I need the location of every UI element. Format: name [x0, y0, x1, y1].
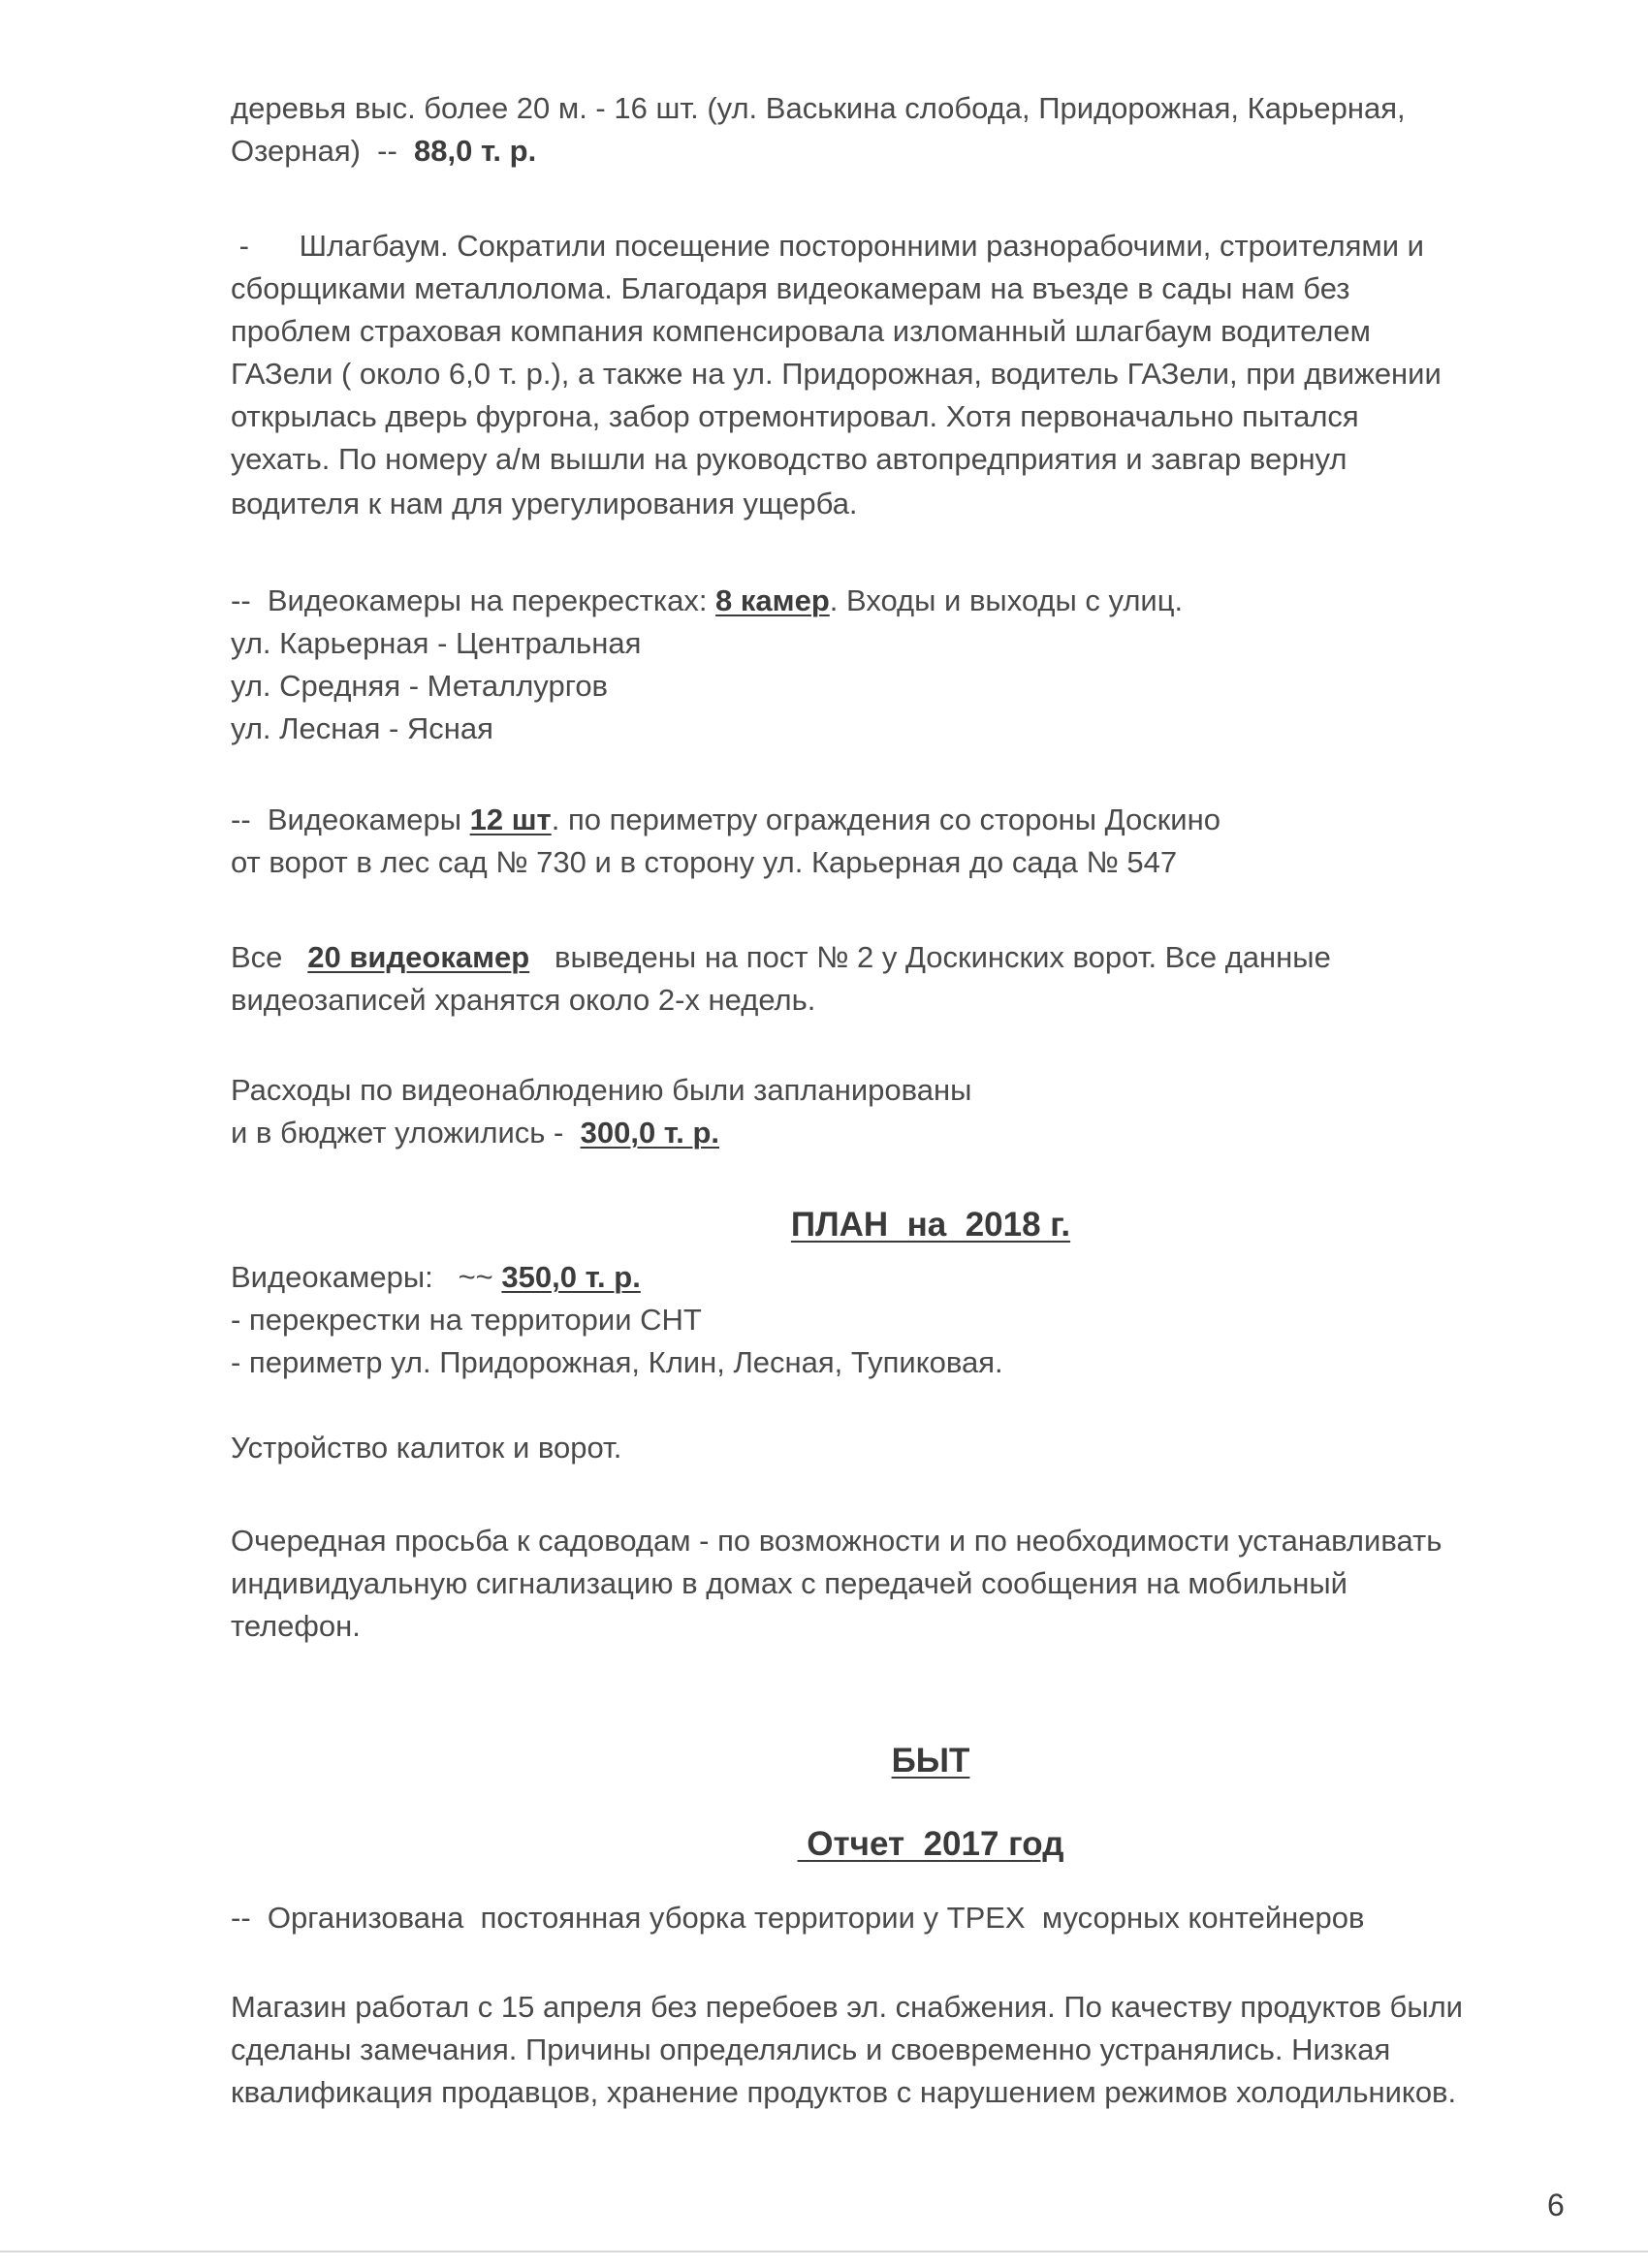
barrier-line-7: водителя к нам для урегулирования ущерба. [231, 487, 858, 520]
perimeter-camera-count: 12 шт [469, 803, 552, 836]
all-cameras-line-2: видеозаписей хранятся около 2-х недель. [231, 983, 816, 1017]
trees-line-2-text: Озерная) -- [231, 134, 415, 168]
crossroads-line-3: ул. Средняя - Металлургов [231, 669, 609, 703]
plan-cameras-line [231, 1256, 1578, 1299]
byt-heading-text: БЫТ [891, 1742, 970, 1780]
perimeter-line-1-pre: -- Видеокамеры [231, 803, 470, 836]
plan-gates [231, 1427, 1578, 1469]
expenses-line-2-pre: и в бюджет уложились - [231, 1116, 581, 1150]
plan-cameras-amount: 350,0 т. р. [501, 1260, 641, 1294]
plan-cameras [231, 1256, 1578, 1384]
plan-request-line-3: телефон. [231, 1609, 361, 1643]
trees-line-1: деревья выс. более 20 м. - 16 шт. (ул. Васькина слобода, Придорожная, Карьерная, [231, 91, 1406, 125]
plan-item-1: - перекрестки на территории СНТ [231, 1303, 702, 1337]
trees-amount: 88,0 т. р. [414, 134, 537, 168]
report-shop-line-2: сделаны замечания. Причины определялись и своевременно устранялись. Низкая [231, 2032, 1391, 2066]
plan-request-line-1: Очередная просьба к садоводам - по возможности и по необходимости устанавливать [231, 1524, 1442, 1558]
plan-gates-line: Устройство калиток и ворот. [231, 1431, 622, 1465]
expenses-line-2 [231, 1112, 1578, 1154]
barrier-line-3: проблем страховая компания компенсировала изломанный шлагбаум водителем [231, 314, 1371, 348]
trees-paragraph [231, 87, 1578, 173]
report-heading-text: Отчет 2017 год [797, 1825, 1064, 1863]
crossroads-camera-count: 8 камер [715, 583, 830, 617]
crossroads-line-1 [231, 580, 1578, 622]
perimeter-line-1-post: . по периметру ограждения со стороны Доскино [551, 803, 1220, 836]
perimeter-line-1 [231, 799, 1578, 841]
byt-heading [107, 1742, 1648, 1780]
report-heading [107, 1825, 1648, 1864]
barrier-line-4: ГАЗели ( около 6,0 т. р.), а также на ул. Придорожная, водитель ГАЗели, при движении [231, 357, 1442, 391]
all-cameras-line-1 [231, 936, 1578, 979]
scan-edge-divider [0, 2251, 1648, 2252]
barrier-line-1: - Шлагбаум. Сократили посещение посторонними разнорабочими, строителями и [231, 229, 1424, 263]
barrier-line-5: открылась дверь фургона, забор отремонтировал. Хотя первоначально пытался [231, 399, 1359, 433]
crossroads-paragraph [231, 580, 1578, 750]
all-cameras-paragraph [231, 936, 1578, 1022]
report-cleaning-line: -- Организована постоянная уборка территории у ТРЕХ мусорных контейнеров [231, 1901, 1365, 1935]
barrier-line-2: сборщиками металлолома. Благодаря видеокамерам на въезде в сады нам без [231, 271, 1350, 305]
plan-heading [107, 1206, 1648, 1244]
plan-cameras-pre: Видеокамеры: ~~ [231, 1260, 502, 1294]
expenses-amount: 300,0 т. р. [580, 1116, 720, 1150]
expenses-paragraph [231, 1069, 1578, 1154]
plan-request-line-2: индивидуальную сигнализацию в домах с передачей сообщения на мобильный [231, 1566, 1347, 1600]
crossroads-line-4: ул. Лесная - Ясная [231, 711, 493, 745]
crossroads-line-2: ул. Карьерная - Центральная [231, 626, 642, 660]
trees-line-2 [231, 130, 1578, 173]
barrier-paragraph [231, 225, 1578, 525]
all-cameras-count: 20 видеокамер [307, 940, 530, 974]
perimeter-line-2: от ворот в лес сад № 730 и в сторону ул. Карьерная до сада № 547 [231, 845, 1178, 879]
expenses-line-1: Расходы по видеонаблюдению были запланированы [231, 1073, 972, 1107]
page-number: 6 [1547, 2188, 1565, 2222]
report-shop [231, 1986, 1578, 2114]
report-shop-line-1: Магазин работал с 15 апреля без перебоев эл. снабжения. По качеству продуктов были [231, 1990, 1463, 2024]
barrier-line-6: уехать. По номеру а/м вышли на руководство автопредприятия и завгар вернул [231, 442, 1347, 476]
perimeter-paragraph [231, 799, 1578, 884]
crossroads-line-1-pre: -- Видеокамеры на перекрестках: [231, 583, 716, 617]
report-shop-line-3: квалификация продавцов, хранение продуктов с нарушением режимов холодильников. [231, 2075, 1457, 2109]
plan-heading-text: ПЛАН на 2018 г. [790, 1206, 1071, 1244]
all-cameras-line-1-pre: Все [231, 940, 308, 974]
plan-request [231, 1520, 1578, 1648]
plan-item-2: - периметр ул. Придорожная, Клин, Лесная, Тупиковая. [231, 1345, 1003, 1379]
all-cameras-line-1-post: выведены на пост № 2 у Доскинских ворот. Все данные [529, 940, 1331, 974]
report-cleaning [231, 1897, 1578, 1939]
crossroads-line-1-post: . Входы и выходы с улиц. [829, 583, 1184, 617]
